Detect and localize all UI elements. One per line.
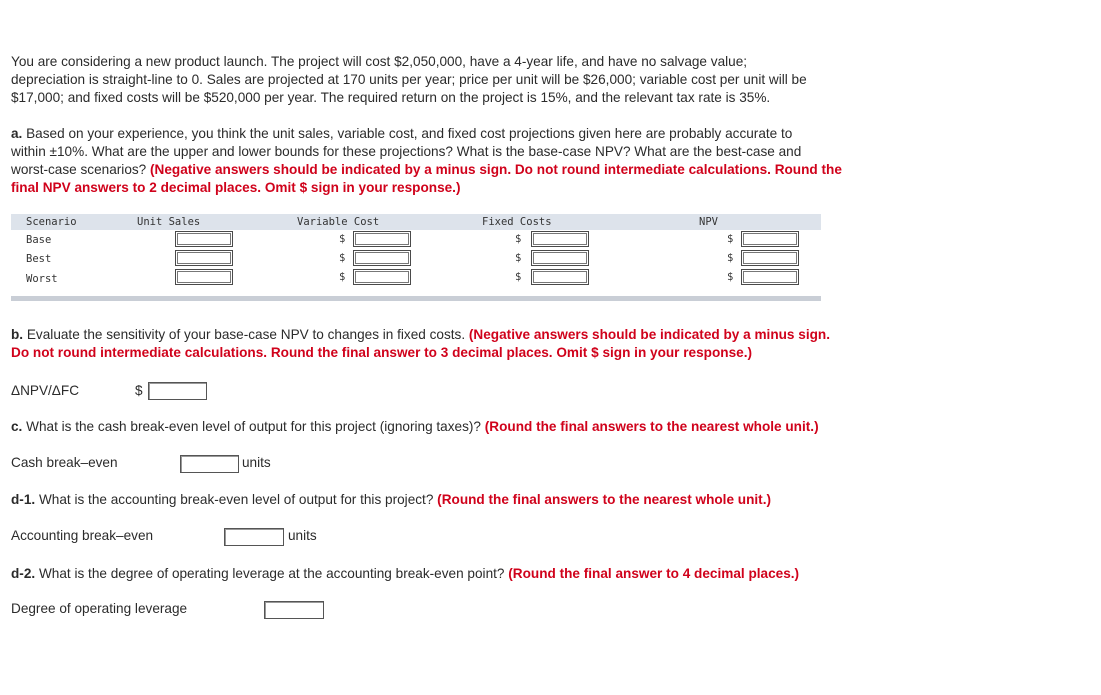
cash-break-even-label: Cash break–even (11, 455, 118, 470)
row-scenario-label: Base (26, 234, 52, 246)
fixed-costs-input-best[interactable] (531, 250, 589, 266)
header-fixed-costs: Fixed Costs (482, 216, 552, 228)
header-npv: NPV (699, 216, 718, 228)
part-a-line-3 (11, 161, 842, 179)
part-b-label: b. (11, 327, 24, 342)
part-a-line-1 (11, 125, 792, 143)
npv-input-worst[interactable] (741, 269, 799, 285)
part-d2-line (11, 565, 799, 583)
intro-line-3: $17,000; and fixed costs will be $520,000 per year. The required return on the project is 15%, and the relevant tax rate is 35%. (11, 90, 771, 105)
part-a-label: a. (11, 126, 23, 141)
part-d1-label: d-1. (11, 492, 36, 507)
table-row-worst (11, 268, 821, 288)
cash-break-even-input[interactable] (180, 455, 239, 473)
delta-npv-label: ΔNPV/ΔFC (11, 383, 80, 398)
part-b-instruction-cont: Do not round intermediate calculations. Round the final answer to 3 decimal places. Omit $ sign in your response.) (11, 345, 752, 360)
part-b-line-1 (11, 326, 830, 344)
npv-input-base[interactable] (741, 231, 799, 247)
row-scenario-label: Worst (26, 273, 58, 285)
fixed-costs-input-base[interactable] (531, 231, 589, 247)
row-scenario-label: Best (26, 253, 52, 265)
currency-sign: $ (339, 271, 346, 283)
currency-sign: $ (339, 233, 346, 245)
unit-sales-input-best[interactable] (175, 250, 233, 266)
intro-line-1: You are considering a new product launch. The project will cost $2,050,000, have a 4-year life, and have no salvage value; (11, 54, 748, 69)
currency-sign: $ (727, 233, 734, 245)
header-variable-cost: Variable Cost (297, 216, 380, 228)
header-unit-sales: Unit Sales (137, 216, 201, 228)
currency-sign: $ (727, 252, 734, 264)
table-bottom-rule (11, 296, 821, 301)
part-d2-instruction: (Round the final answer to 4 decimal places.) (508, 566, 800, 581)
header-scenario: Scenario (26, 216, 77, 228)
unit-sales-input-base[interactable] (175, 231, 233, 247)
variable-cost-input-base[interactable] (353, 231, 411, 247)
part-a-line-2: within ±10%. What are the upper and lower bounds for these projections? What is the base-case NPV? What are the best-case and (11, 144, 802, 159)
part-b-text: Evaluate the sensitivity of your base-case NPV to changes in fixed costs. (23, 327, 469, 342)
part-a-instruction-cont: final NPV answers to 2 decimal places. Omit $ sign in your response.) (11, 180, 461, 195)
part-a-text: Based on your experience, you think the unit sales, variable cost, and fixed cost projections given here are probably accurate to (22, 126, 793, 141)
currency-sign: $ (339, 252, 346, 264)
unit-sales-input-worst[interactable] (175, 269, 233, 285)
table-row-best (11, 249, 821, 269)
table-row-base (11, 230, 821, 250)
part-c-line (11, 418, 819, 436)
dol-input[interactable] (264, 601, 324, 619)
part-d2-text: What is the degree of operating leverage at the accounting break-even point? (35, 566, 509, 581)
part-b-instruction: (Negative answers should be indicated by a minus sign. (468, 327, 830, 342)
accounting-break-even-input[interactable] (224, 528, 284, 546)
npv-input-best[interactable] (741, 250, 799, 266)
dol-label: Degree of operating leverage (11, 601, 188, 616)
currency-sign: $ (727, 271, 734, 283)
delta-npv-input[interactable] (148, 382, 207, 400)
accounting-break-even-label: Accounting break–even (11, 528, 154, 543)
currency-sign: $ (135, 383, 143, 398)
fixed-costs-input-worst[interactable] (531, 269, 589, 285)
part-d2-label: d-2. (11, 566, 36, 581)
currency-sign: $ (515, 252, 522, 264)
part-a-instruction: (Negative answers should be indicated by a minus sign. Do not round intermediate calculations. Round the (150, 162, 842, 177)
intro-line-2: depreciation is straight-line to 0. Sales are projected at 170 units per year; price per unit will be $26,000; variable cost per unit will be (11, 72, 807, 87)
currency-sign: $ (515, 271, 522, 283)
variable-cost-input-best[interactable] (353, 250, 411, 266)
accounting-break-even-unit: units (288, 528, 317, 543)
part-c-text: What is the cash break-even level of output for this project (ignoring taxes)? (22, 419, 485, 434)
table-header (11, 214, 821, 230)
variable-cost-input-worst[interactable] (353, 269, 411, 285)
currency-sign: $ (515, 233, 522, 245)
part-c-label: c. (11, 419, 23, 434)
part-d1-text: What is the accounting break-even level of output for this project? (35, 492, 438, 507)
part-a-question-end: worst-case scenarios? (11, 162, 151, 177)
part-d1-line (11, 491, 771, 509)
part-d1-instruction: (Round the final answers to the nearest whole unit.) (437, 492, 772, 507)
cash-break-even-unit: units (242, 455, 271, 470)
part-c-instruction: (Round the final answers to the nearest whole unit.) (484, 419, 819, 434)
